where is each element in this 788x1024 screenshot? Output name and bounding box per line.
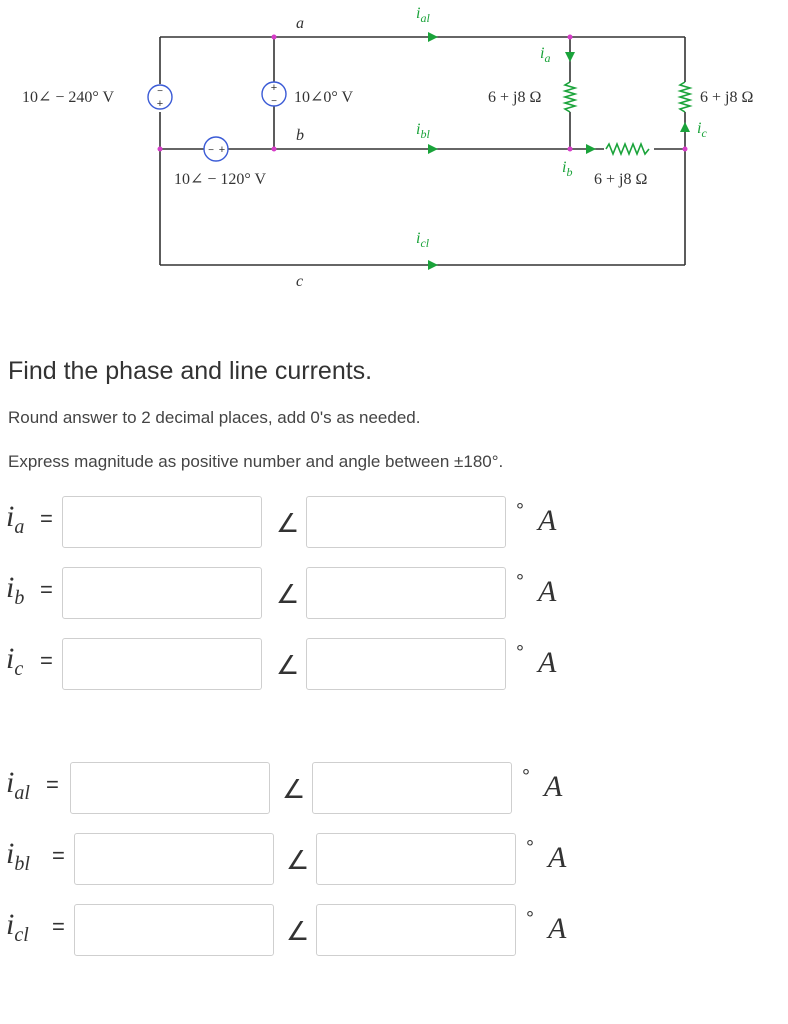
source-ca <box>148 85 172 110</box>
angle-input-cl[interactable] <box>316 904 516 956</box>
degree-symbol: ° <box>526 837 534 859</box>
source-ca-label: 10∠ − 240° V <box>22 89 115 106</box>
degree-symbol: ° <box>522 766 530 788</box>
answer-row-c <box>0 638 788 694</box>
node-c-label: c <box>296 273 304 290</box>
angle-symbol: ∠ <box>276 508 300 538</box>
equals-sign: = <box>40 577 53 602</box>
angle-input-a[interactable] <box>306 496 506 548</box>
load-b-label: 6 + j8 Ω <box>594 171 648 188</box>
node-a-label: a <box>296 15 304 32</box>
degree-symbol: ° <box>526 908 534 930</box>
answer-label: $i_a$ <box>6 500 25 538</box>
angle-symbol: ∠ <box>286 845 310 875</box>
source-ab <box>262 82 286 107</box>
answer-row-al <box>0 762 788 818</box>
magnitude-input-cl[interactable] <box>74 904 274 956</box>
angle-input-al[interactable] <box>312 762 512 814</box>
unit-ampere: A <box>538 575 557 608</box>
load-c-resistor <box>680 82 690 112</box>
angle-symbol: ∠ <box>276 650 300 680</box>
load-a-label: 6 + j8 Ω <box>488 89 542 106</box>
svg-text:−: − <box>208 145 214 156</box>
equals-sign: = <box>52 914 65 939</box>
answer-label: $i_{al}$ <box>6 766 30 804</box>
degree-symbol: ° <box>516 500 524 522</box>
equals-sign: = <box>40 506 53 531</box>
magnitude-input-b[interactable] <box>62 567 262 619</box>
magnitude-input-c[interactable] <box>62 638 262 690</box>
load-b-resistor <box>604 142 654 156</box>
magnitude-input-bl[interactable] <box>74 833 274 885</box>
answer-row-a <box>0 496 788 552</box>
answer-row-b <box>0 567 788 623</box>
equals-sign: = <box>46 772 59 797</box>
source-ab-label: 10∠0° V <box>294 89 354 106</box>
unit-ampere: A <box>548 841 567 874</box>
current-a-label: $i_a$ <box>540 45 551 65</box>
answer-row-bl <box>0 833 788 889</box>
answer-label: $i_b$ <box>6 571 25 609</box>
source-bc <box>204 137 228 161</box>
magnitude-input-al[interactable] <box>70 762 270 814</box>
current-cl-label: $i_{cl}$ <box>416 230 430 250</box>
express-note: Express magnitude as positive number and angle between ±180°. <box>8 452 504 471</box>
unit-ampere: A <box>538 646 557 679</box>
angle-symbol: ∠ <box>276 579 300 609</box>
svg-text:−: − <box>157 86 163 97</box>
equals-sign: = <box>40 648 53 673</box>
question-title: Find the phase and line currents. <box>8 357 373 385</box>
current-bl-label: $i_{bl}$ <box>416 121 430 141</box>
unit-ampere: A <box>544 770 563 803</box>
current-b-label: $i_b$ <box>562 159 573 179</box>
svg-text:+: + <box>218 144 226 156</box>
angle-symbol: ∠ <box>286 916 310 946</box>
degree-symbol: ° <box>516 642 524 664</box>
svg-text:+: + <box>270 82 278 94</box>
degree-symbol: ° <box>516 571 524 593</box>
round-note: Round answer to 2 decimal places, add 0's as needed. <box>8 408 421 427</box>
unit-ampere: A <box>538 504 557 537</box>
load-a-resistor <box>565 82 575 112</box>
unit-ampere: A <box>548 912 567 945</box>
answer-label: $i_c$ <box>6 642 24 680</box>
answer-row-cl <box>0 904 788 960</box>
node-b-label: b <box>296 127 304 144</box>
answer-label: $i_{cl}$ <box>6 908 29 946</box>
circuit-diagram <box>0 0 788 300</box>
svg-text:+: + <box>156 98 164 110</box>
magnitude-input-a[interactable] <box>62 496 262 548</box>
answer-label: $i_{bl}$ <box>6 837 30 875</box>
equals-sign: = <box>52 843 65 868</box>
current-al-label: $i_{al}$ <box>416 5 430 25</box>
angle-input-c[interactable] <box>306 638 506 690</box>
current-c-label: $i_c$ <box>697 120 707 140</box>
svg-text:−: − <box>271 96 277 107</box>
angle-input-b[interactable] <box>306 567 506 619</box>
load-c-label: 6 + j8 Ω <box>700 89 754 106</box>
angle-symbol: ∠ <box>282 774 306 804</box>
source-bc-label: 10∠ − 120° V <box>174 171 267 188</box>
angle-input-bl[interactable] <box>316 833 516 885</box>
